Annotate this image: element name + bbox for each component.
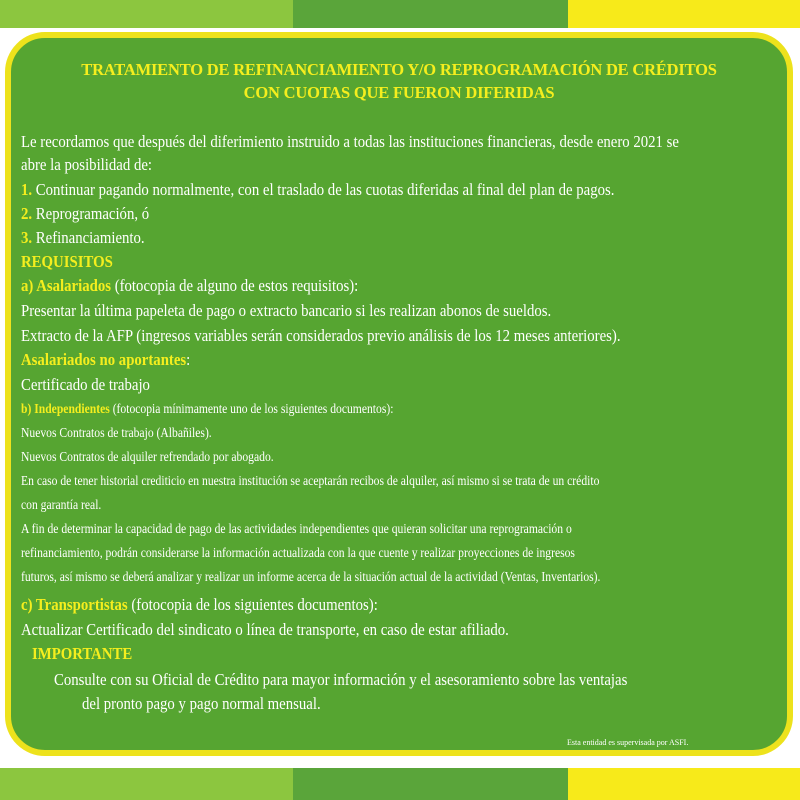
page-title: [11, 58, 787, 104]
supervision-note: Esta entidad es supervisada por ASFI.: [567, 738, 689, 747]
importante-line-1: Consulte con su Oficial de Crédito para mayor información y el asesoramiento sobre las ventajas: [54, 670, 628, 689]
transportistas-note: (fotocopia de los siguientes documentos):: [131, 595, 378, 614]
info-card: [5, 32, 793, 756]
independientes-line-2: Nuevos Contratos de alquiler refrendado por abogado.: [21, 450, 274, 465]
requisitos-heading: REQUISITOS: [21, 252, 113, 271]
no-aportantes-colon: :: [186, 350, 191, 369]
option-2: [21, 204, 149, 224]
asalariados-line-2: Extracto de la AFP (ingresos variables serán considerados previo análisis de los 12 meses anteriores).: [21, 326, 621, 345]
asalariados-label: a) Asalariados: [21, 276, 111, 295]
asalariados-note: (fotocopia de alguno de estos requisitos):: [114, 276, 359, 295]
option-1: [21, 180, 614, 200]
asalariados-row: [21, 276, 358, 296]
no-aportantes-line-1: Certificado de trabajo: [21, 375, 150, 394]
importante-heading: IMPORTANTE: [32, 644, 133, 663]
band-light-green-segment: [0, 0, 293, 28]
independientes-line-4: con garantía real.: [21, 498, 102, 513]
independientes-line-6: refinanciamiento, podrán considerarse la información actualizada con la que cuente y realizar proyecciones de ingresos: [21, 546, 575, 561]
option-2-number: 2.: [21, 204, 33, 223]
band-green-segment: [293, 0, 568, 28]
option-1-text: Continuar pagando normalmente, con el traslado de las cuotas diferidas al final del plan de pagos.: [35, 180, 615, 199]
band-green-segment: [293, 768, 568, 800]
option-1-number: 1.: [21, 180, 33, 199]
independientes-line-1: Nuevos Contratos de trabajo (Albañiles).: [21, 426, 212, 441]
option-3: [21, 228, 145, 248]
intro-line-2: abre la posibilidad de:: [21, 155, 153, 174]
no-aportantes-row: [21, 350, 190, 370]
transportistas-line-1: Actualizar Certificado del sindicato o línea de transporte, en caso de estar afiliado.: [21, 620, 509, 639]
title-line-1: TRATAMIENTO DE REFINANCIAMIENTO Y/O REPROGRAMACIÓN DE CRÉDITOS: [81, 60, 717, 79]
independientes-line-7: futuros, así mismo se deberá analizar y realizar un informe acerca de la situación actual de la actividad (Ventas, Inventarios).: [21, 570, 601, 585]
band-yellow-segment: [568, 0, 800, 28]
no-aportantes-label: Asalariados no aportantes: [21, 350, 187, 369]
independientes-note: (fotocopia mínimamente uno de los siguientes documentos):: [112, 402, 394, 417]
bottom-color-band: [0, 768, 800, 800]
option-3-text: Refinanciamiento.: [35, 228, 145, 247]
independientes-line-5: A fin de determinar la capacidad de pago de las actividades independientes que quieran solicitar una reprogramación o: [21, 522, 572, 537]
band-yellow-segment: [568, 768, 800, 800]
intro-line-1: Le recordamos que después del diferimiento instruido a todas las instituciones financieras, desde enero 2021 se: [21, 132, 679, 151]
independientes-row: [21, 402, 393, 418]
band-light-green-segment: [0, 768, 293, 800]
transportistas-label: c) Transportistas: [21, 595, 128, 614]
importante-line-2: del pronto pago y pago normal mensual.: [82, 694, 321, 713]
independientes-label: b) Independientes: [21, 402, 110, 417]
independientes-line-3: En caso de tener historial crediticio en nuestra institución se aceptarán recibos de alquiler, así mismo si se trata de un crédito: [21, 474, 600, 489]
title-line-2: CON CUOTAS QUE FUERON DIFERIDAS: [243, 83, 555, 102]
top-color-band: [0, 0, 800, 28]
option-3-number: 3.: [21, 228, 33, 247]
option-2-text: Reprogramación, ó: [35, 204, 150, 223]
asalariados-line-1: Presentar la última papeleta de pago o extracto bancario si les realizan abonos de sueldos.: [21, 301, 552, 320]
transportistas-row: [21, 595, 378, 615]
